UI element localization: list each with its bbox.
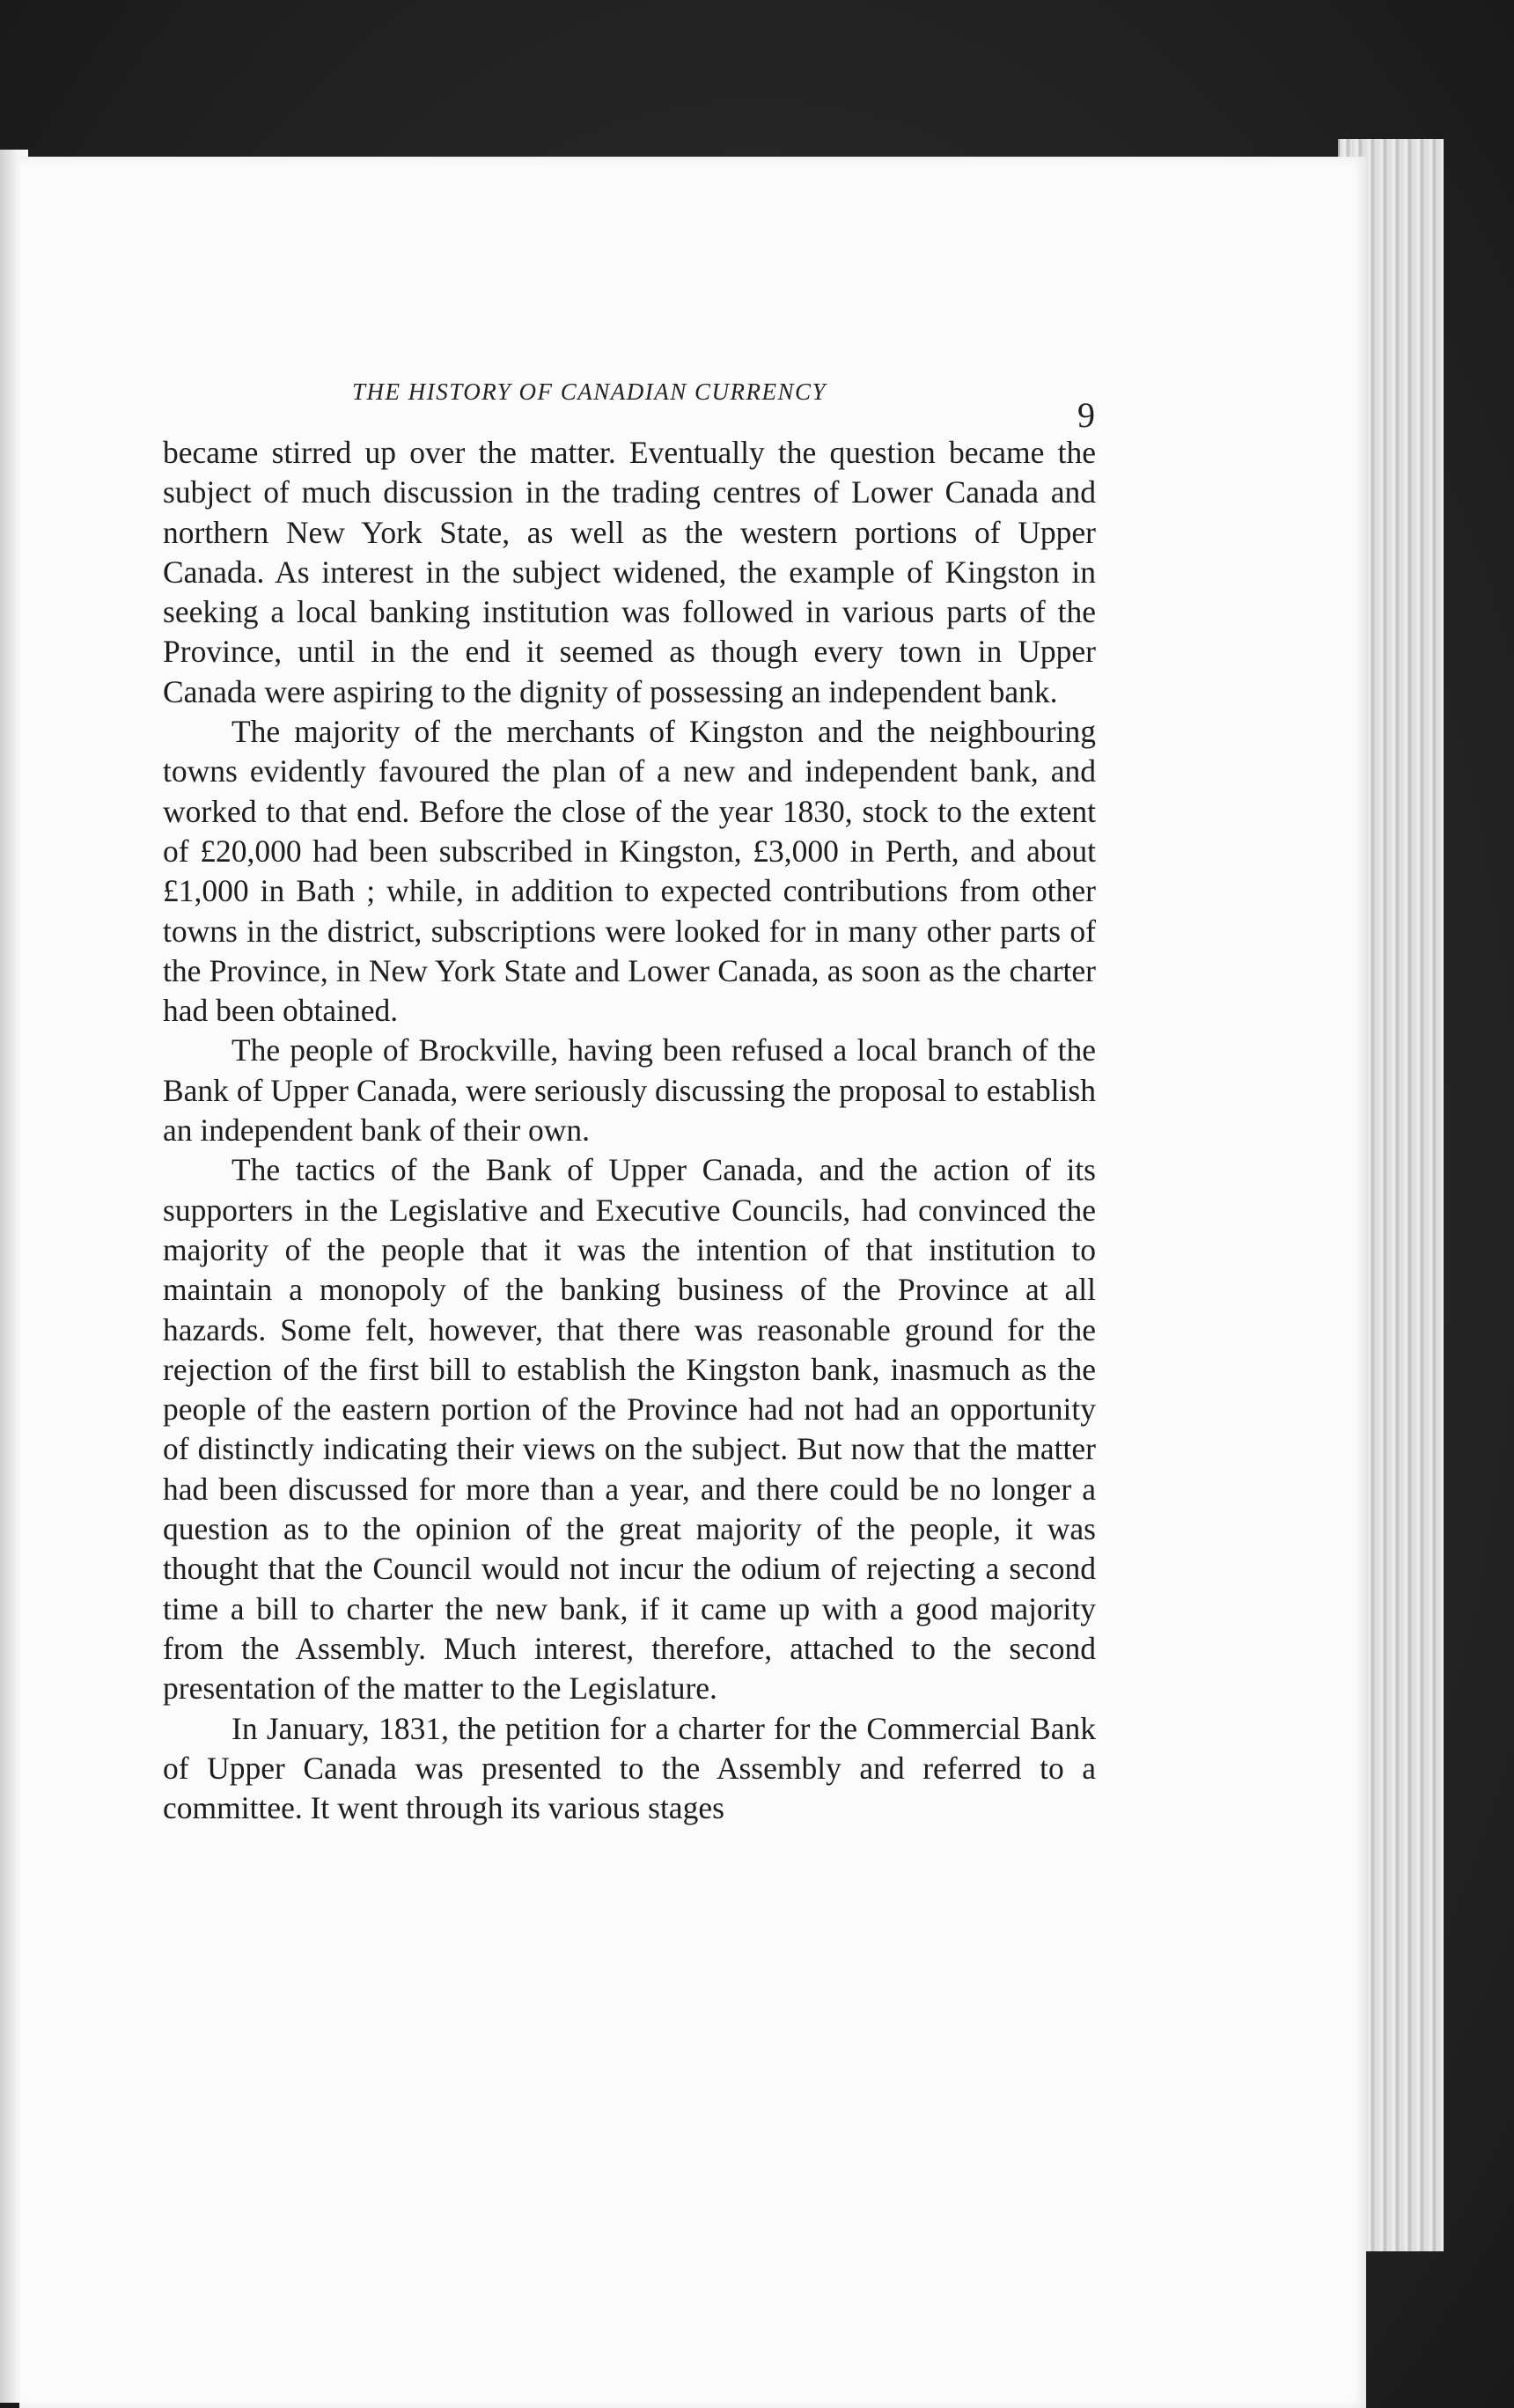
paragraph: The tactics of the Bank of Upper Canada, and the action of its supporters in the Legislative and Executive Councils, had convinced the majority of the people that it was the intention of that institution to maintain a monopoly of the banking business of the Province at all hazards. Some felt, however, that there was reasonable ground for the rejection of the first bill to establish the Kingston bank, inasmuch as the people of the eastern portion of the Province had not had an opportunity of distinctly indicating their views on the subject. But now that the matter had been discussed for more than a year, and there could be no longer a question as to the opinion of the great majority of the people, it was thought that the Council would not incur the odium of rejecting a second time a bill to charter the new bank, if it came up with a good majority from the Assembly. Much interest, therefore, attached to the second presentation of the matter to the Legislature. xyxy=(163,1152,1096,1707)
page-number: 9 xyxy=(1077,395,1095,435)
paragraph: The majority of the merchants of Kingston and the neighbouring towns evidently favoured the plan of a new and independent bank, and worked to that end. Before the close of the year 1830, stock to the extent of £20,000 had been subscribed in Kingston, £3,000 in Perth, and about £1,000 in Bath ; while, in addition to expected contributions from other towns in the district, subscriptions were looked for in many other parts of the Province, in New York State and Lower Canada, as soon as the charter had been obtained. xyxy=(163,714,1096,1029)
running-head: THE HISTORY OF CANADIAN CURRENCY xyxy=(352,378,827,405)
paragraph: became stirred up over the matter. Eventually the question became the subject of much discussion in the trading centres of Lower Canada and northern New York State, as well as the western portions of Upper Canada. As interest in the subject widened, the example of Kingston in seeking a local banking institution was followed in various parts of the Province, until in the end it seemed as though every town in Upper Canada were aspiring to the dignity of possessing an independent bank. xyxy=(163,435,1096,709)
body-text xyxy=(163,433,1096,1828)
paragraph: The people of Brockville, having been refused a local branch of the Bank of Upper Canada, were seriously discussing the proposal to establish an independent bank of their own. xyxy=(163,1032,1096,1149)
paragraph: In January, 1831, the petition for a charter for the Commercial Bank of Upper Canada was presented to the Assembly and referred to a committee. It went through its various stages xyxy=(163,1710,1096,1826)
